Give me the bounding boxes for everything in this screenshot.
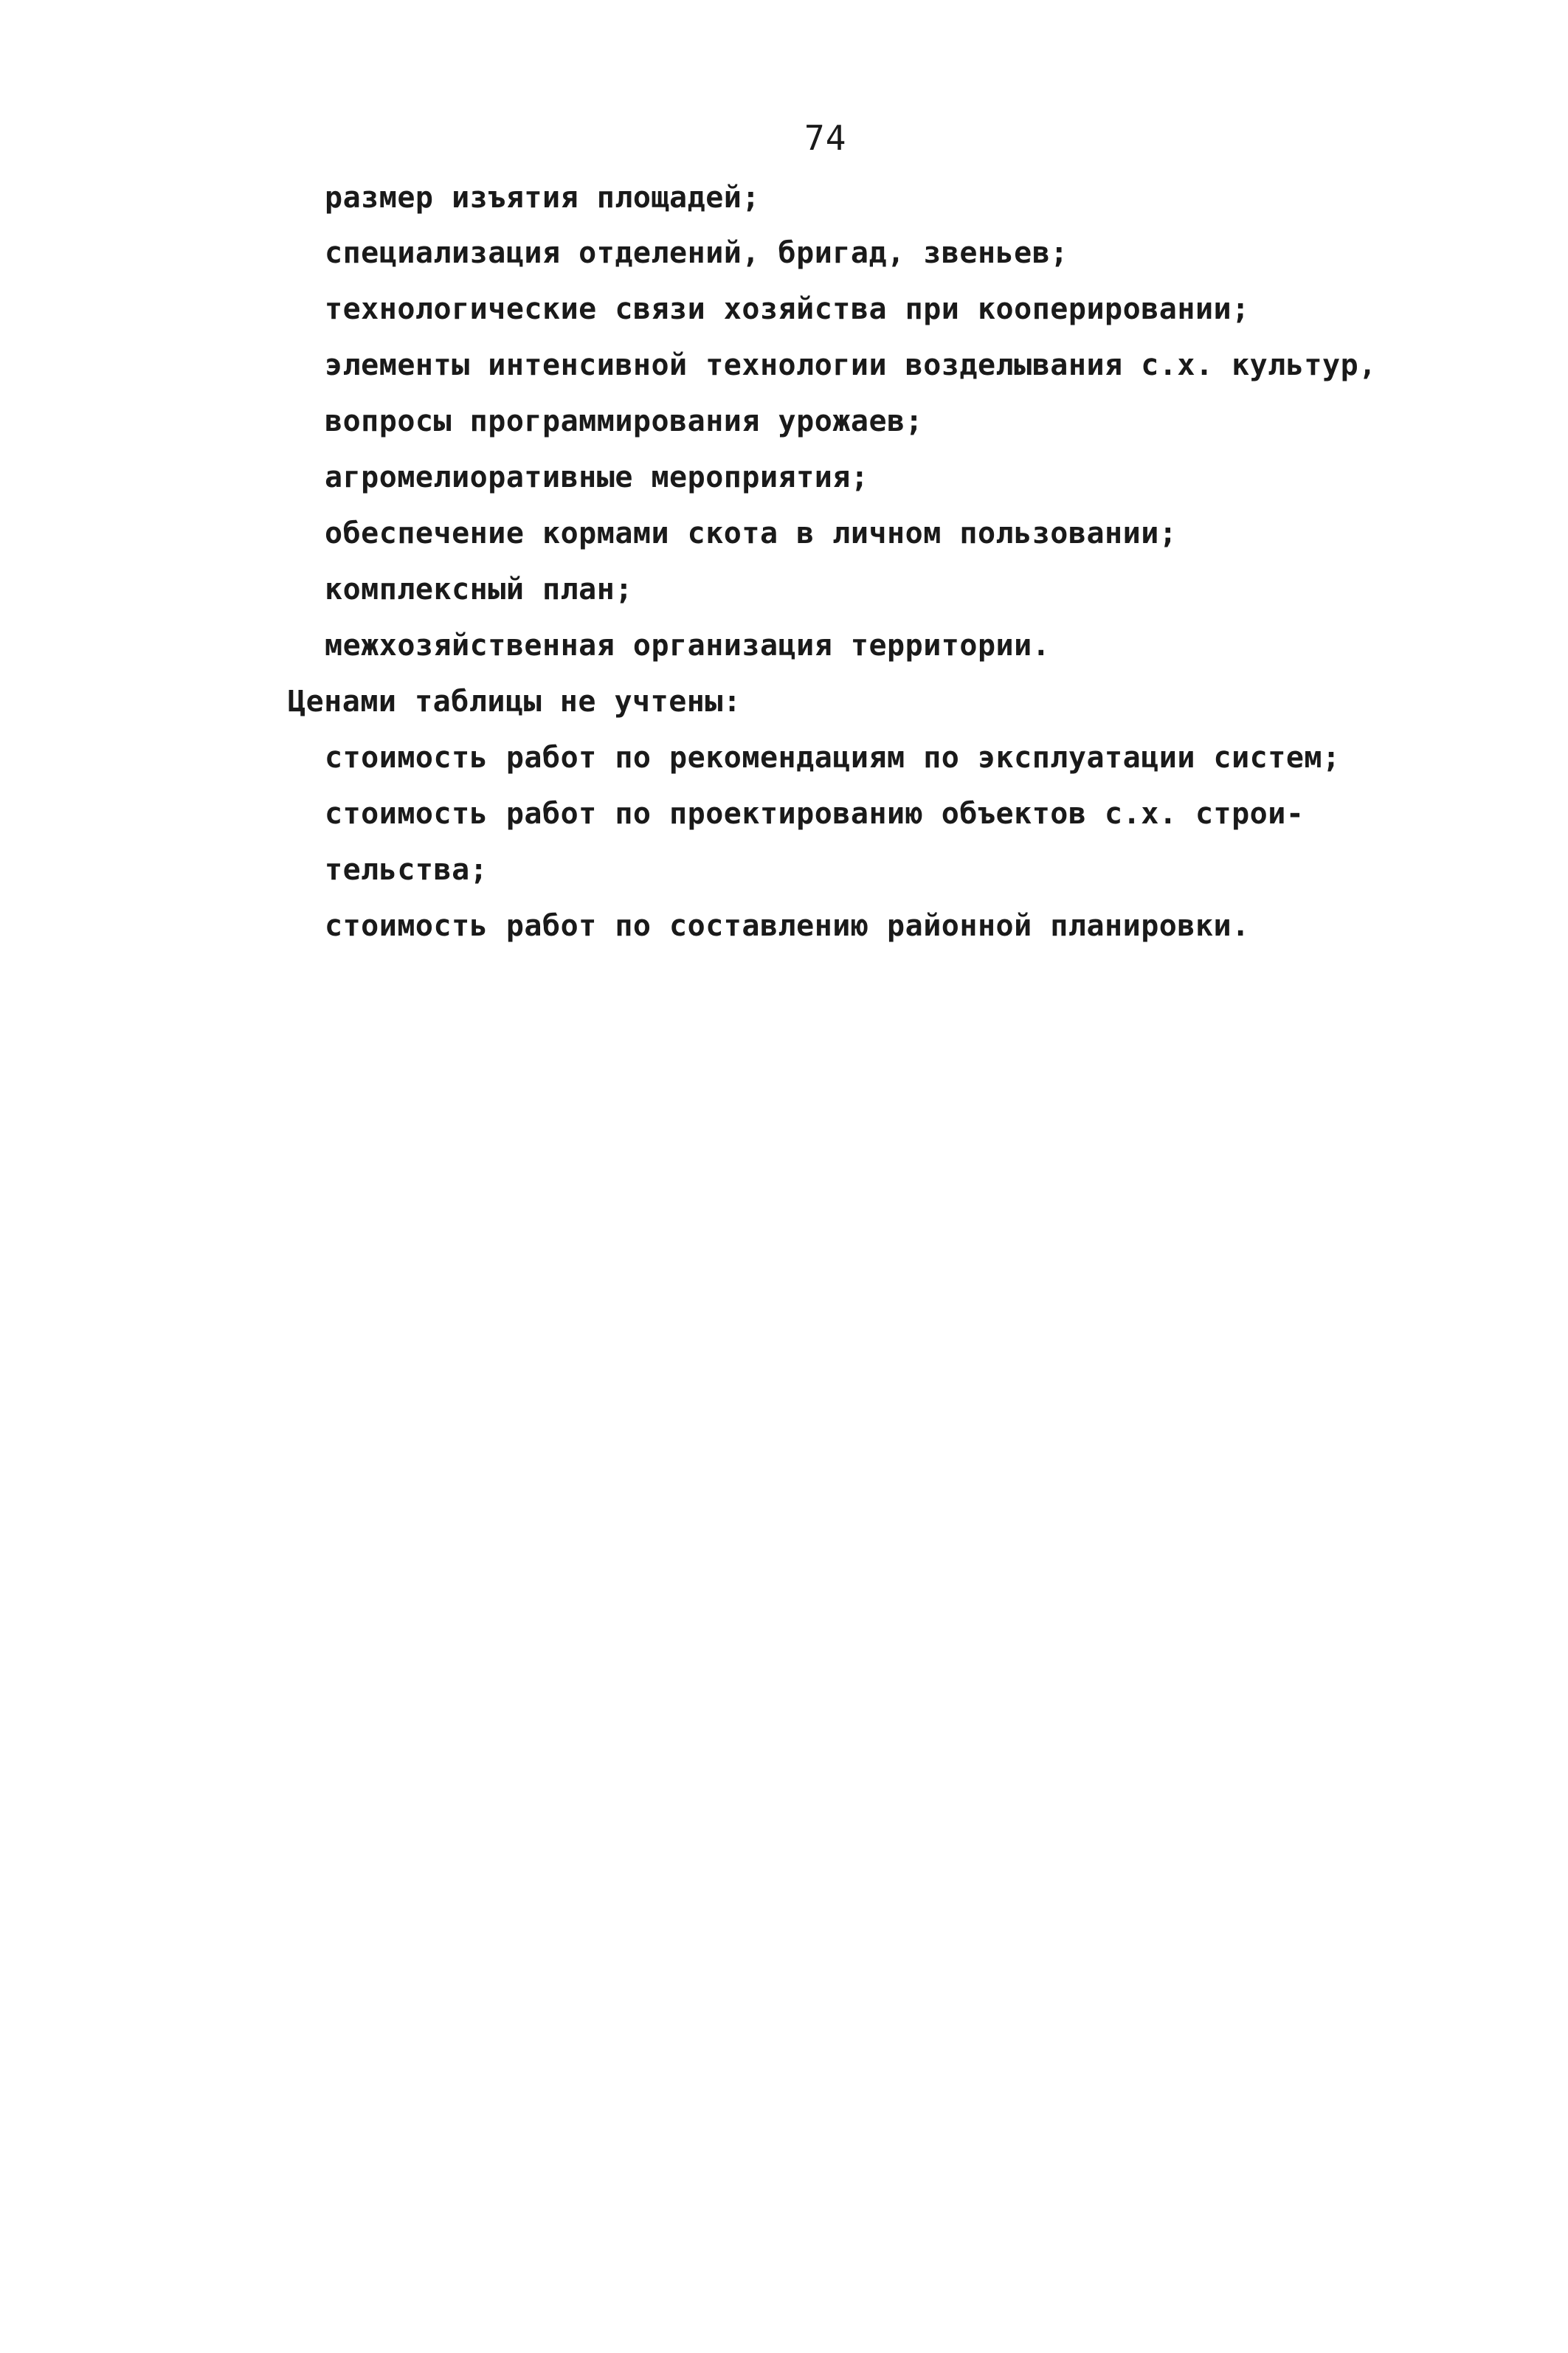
page-number: 74: [804, 118, 847, 158]
list-item: размер изъятия площадей;: [325, 181, 760, 215]
list-item: специализация отделений, бригад, звеньев;: [325, 236, 1068, 270]
list-item: вопросы программирования урожаев;: [325, 404, 924, 438]
list-item: комплексный план;: [325, 573, 633, 607]
list-item: стоимость работ по рекомендациям по эксплуатации систем;: [325, 741, 1341, 775]
list-item: стоимость работ по составлению районной планировки.: [325, 909, 1250, 943]
section-heading: Ценами таблицы не учтены:: [288, 685, 742, 719]
list-item: обеспечение кормами скота в личном пользовании;: [325, 516, 1178, 550]
list-item: технологические связи хозяйства при кооперировании;: [325, 292, 1250, 326]
list-item: стоимость работ по проектированию объектов с.х. строи-: [325, 797, 1305, 831]
list-item: тельства;: [325, 853, 488, 887]
list-item: элементы интенсивной технологии возделывания с.х. культур,: [325, 348, 1377, 382]
list-item: агромелиоративные мероприятия;: [325, 460, 869, 494]
list-item: межхозяйственная организация территории.: [325, 629, 1051, 663]
